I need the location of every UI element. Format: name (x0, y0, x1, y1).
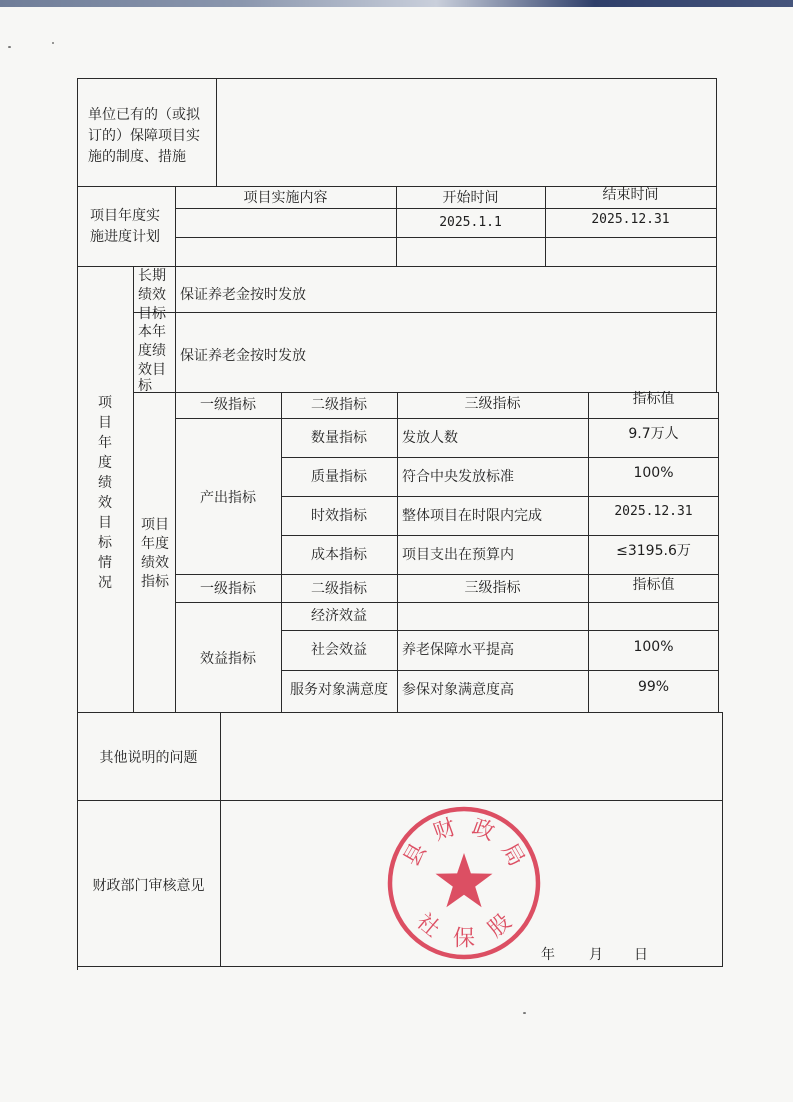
schedule-label-line1: 项目年度实 (90, 208, 160, 224)
star-icon (436, 853, 493, 907)
annual-label-line3: 效目 (138, 362, 166, 378)
divider (77, 712, 723, 713)
benefit-row-level3: 参保对象满意度高 (402, 682, 514, 698)
divider (281, 630, 719, 631)
schedule-header-end: 结束时间 (602, 187, 659, 203)
goals-section-label-char: 情 (98, 555, 112, 571)
divider (281, 457, 719, 458)
seal-char: 政 (468, 814, 498, 846)
col-header-level3: 三级指标 (464, 396, 521, 412)
divider (133, 266, 134, 712)
col-header-value: 指标值 (632, 577, 675, 593)
long-term-label-line1: 长期 (138, 268, 166, 284)
scan-speck (52, 42, 54, 44)
schedule-row1-end: 2025.12.31 (591, 212, 670, 227)
long-term-goal-value: 保证养老金按时发放 (180, 287, 306, 303)
output-row-level3: 项目支出在预算内 (402, 547, 514, 563)
output-row-level2: 数量指标 (311, 430, 367, 446)
indicator-label-line1: 项目 (141, 517, 169, 533)
benefit-indicator-label: 效益指标 (200, 651, 256, 667)
seal-char: 局 (496, 839, 529, 871)
output-row-value: 100% (633, 465, 674, 481)
goals-section-label-char: 标 (98, 535, 112, 551)
benefit-row-value: 99% (637, 679, 670, 695)
goals-section-label-char: 度 (98, 455, 112, 471)
seal-char: 财 (430, 814, 460, 846)
divider (281, 670, 719, 671)
schedule-header-start: 开始时间 (442, 190, 499, 206)
indicator-label-line3: 绩效 (141, 555, 169, 571)
seal-char: 保 (452, 926, 476, 952)
col-header-level1: 一级指标 (200, 397, 256, 413)
output-row-value: ≤3195.6万 (616, 543, 691, 559)
benefit-row-level2: 服务对象满意度 (290, 682, 388, 698)
border-bottom (77, 966, 723, 967)
output-row-level3: 发放人数 (402, 430, 458, 446)
output-row-level2: 成本指标 (311, 547, 367, 563)
annual-label-line4: 标 (138, 378, 152, 394)
official-seal-stamp (384, 803, 544, 963)
output-row-value: 9.7万人 (628, 426, 679, 442)
goals-section-label-char: 项 (98, 395, 112, 411)
annual-label-line1: 本年 (138, 324, 166, 340)
date-month-label: 月 (589, 947, 603, 963)
col-header-level2: 二级指标 (311, 397, 367, 413)
schedule-header-content: 项目实施内容 (243, 190, 328, 206)
benefit-row-level3: 养老保障水平提高 (402, 642, 514, 658)
divider (175, 266, 176, 392)
schedule-label-line2: 施进度计划 (90, 229, 160, 245)
annual-goal-value: 保证养老金按时发放 (180, 348, 306, 364)
divider (77, 800, 723, 801)
divider (281, 535, 719, 536)
goals-section-label-char: 况 (98, 575, 112, 591)
existing-system-label-line1: 单位已有的（或拟 (88, 107, 200, 123)
border-left (77, 78, 78, 970)
col-header-level3: 三级指标 (464, 580, 521, 596)
goals-section-label-char: 绩 (98, 475, 112, 491)
output-indicator-label: 产出指标 (200, 490, 256, 506)
divider (175, 237, 716, 238)
scan-speck (8, 46, 11, 48)
divider (397, 392, 398, 712)
scan-speck (523, 1012, 526, 1014)
benefit-row-value: 100% (633, 639, 674, 655)
divider (216, 78, 217, 186)
long-term-label-line3: 目标 (138, 306, 166, 322)
benefit-row-level2: 经济效益 (311, 608, 367, 624)
col-header-level1: 一级指标 (200, 581, 256, 597)
divider (220, 712, 221, 966)
long-term-label-line2: 绩效 (138, 287, 166, 303)
seal-char: 社 (411, 909, 445, 943)
indicator-label-line2: 年度 (141, 536, 169, 552)
date-year-label: 年 (541, 947, 555, 963)
output-row-level3: 整体项目在时限内完成 (402, 508, 542, 524)
annual-label-line2: 度绩 (138, 343, 166, 359)
other-issues-label: 其他说明的问题 (99, 750, 198, 766)
divider (175, 208, 716, 209)
seal-graphic (390, 809, 538, 957)
divider (175, 418, 719, 419)
output-row-level2: 质量指标 (311, 469, 367, 485)
seal-char: 县 (399, 839, 432, 871)
border-right-upper (716, 78, 717, 392)
col-header-level2: 二级指标 (311, 581, 367, 597)
existing-system-label-line3: 施的制度、措施 (88, 149, 186, 165)
schedule-row1-start: 2025.1.1 (439, 215, 502, 230)
goals-section-label-char: 效 (98, 495, 112, 511)
divider (133, 312, 717, 313)
col-header-value: 指标值 (632, 391, 675, 407)
output-row-level3: 符合中央发放标准 (402, 469, 514, 485)
date-day-label: 日 (634, 947, 648, 963)
divider (175, 602, 719, 603)
finance-review-label: 财政部门审核意见 (92, 878, 205, 894)
goals-section-label-char: 目 (98, 415, 112, 431)
divider (281, 496, 719, 497)
border-top (77, 78, 717, 79)
output-row-level2: 时效指标 (311, 508, 367, 524)
indicator-label-line4: 指标 (141, 574, 169, 590)
existing-system-label-line2: 订的）保障项目实 (88, 128, 200, 144)
goals-section-label-char: 目 (98, 515, 112, 531)
goals-section-label-char: 年 (98, 435, 112, 451)
divider (77, 266, 717, 267)
benefit-row-level2: 社会效益 (311, 642, 367, 658)
seal-char: 股 (483, 909, 517, 943)
output-row-value: 2025.12.31 (614, 504, 693, 519)
border-right-lower (722, 712, 723, 966)
